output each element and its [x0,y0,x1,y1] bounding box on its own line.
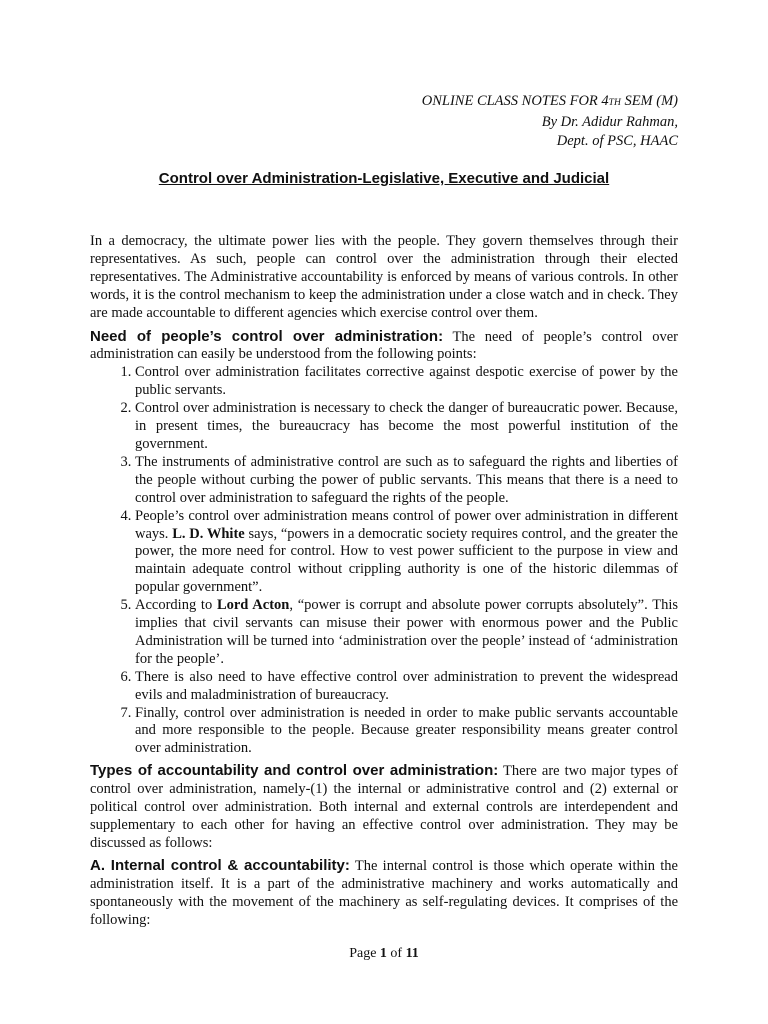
page-total: 11 [405,946,419,961]
header-course-line: ONLINE CLASS NOTES FOR 4TH SEM (M) [421,93,678,109]
need-heading: Need of people’s control over administration: [90,327,444,345]
list-item: 4. People’s control over administration means control of power over administration in different ways. L. D. White says, “powers in a democratic society requires control, and the greater the power, the more need for control. How to vest power sufficient to the purpose in view and maintain adequate control without crippling authority is one of the historic dilemmas of popular government”. [135,508,678,598]
internal-text: The internal control is those which operate within the administration itself. It is a part of the administrative machinery and works automatically and spontaneously with the movement of the machinery as self-regulating devices. It comprises of the following: [90,857,678,928]
intro-paragraph: In a democracy, the ultimate power lies with the people. They govern themselves through their representatives. As such, people can control over the administration through their elected representatives. The Administrative accountability is enforced by means of various controls. In other words, it is the control mechanism to keep the administration under a close watch and in check. They are made accountable to different agencies which exercise control over them. [90,233,678,321]
list-item: 5. According to Lord Acton, “power is corrupt and absolute power corrupts absolutely”. This implies that civil servants can misuse their power with enormous power and the Public Administration will be turned into ‘administration over the people’ instead of ‘administration for the people’. [135,597,678,669]
list-item: 6. There is also need to have effective control over administration to prevent the widespread evils and maladministration of bureaucracy. [135,669,678,705]
types-section [90,762,678,853]
need-list [90,364,678,758]
author-name: Lord Acton [216,597,290,614]
list-item: 1. Control over administration facilitates corrective against despotic exercise of power by the public servants. [135,364,678,400]
list-item: 7. Finally, control over administration is needed in order to make public servants accountable and more responsible to the people. Because greater responsibility means greater control over administration. [135,705,678,759]
page-footer: Page 1 of 11 [349,946,419,961]
header-dept-line: Dept. of PSC, HAAC [556,133,678,149]
list-item: 3. The instruments of administrative control are such as to safeguard the rights and liberties of the people without curbing the power of public servants. This means that there is a need to control over administration to safeguard the rights of the people. [135,454,678,508]
document-body [90,233,678,929]
author-header [422,92,678,151]
types-heading: Types of accountability and control over administration: [90,762,499,780]
need-section [90,328,678,365]
internal-heading: A. Internal control & accountability: [90,856,350,874]
list-item: 2. Control over administration is necessary to check the danger of bureaucratic power. Because, in present times, the bureaucracy has become the most powerful institution of the government. [135,400,678,454]
page-number: 1 [379,946,387,961]
need-text: The need of people’s control over administration can easily be understood from the following points: [90,328,679,363]
author-name: L. D. White [172,525,245,542]
document-title: Control over Administration-Legislative, Executive and Judicial [158,170,610,187]
internal-section [90,857,678,930]
header-author-line: By Dr. Adidur Rahman, [541,114,678,130]
types-text: There are two major types of control over administration, namely-(1) the internal or administrative control and (2) external or political control over administration. Both internal and external controls are interdependent and supplementary to each other for having an effective control over administration. They may be discussed as follows: [90,763,678,851]
